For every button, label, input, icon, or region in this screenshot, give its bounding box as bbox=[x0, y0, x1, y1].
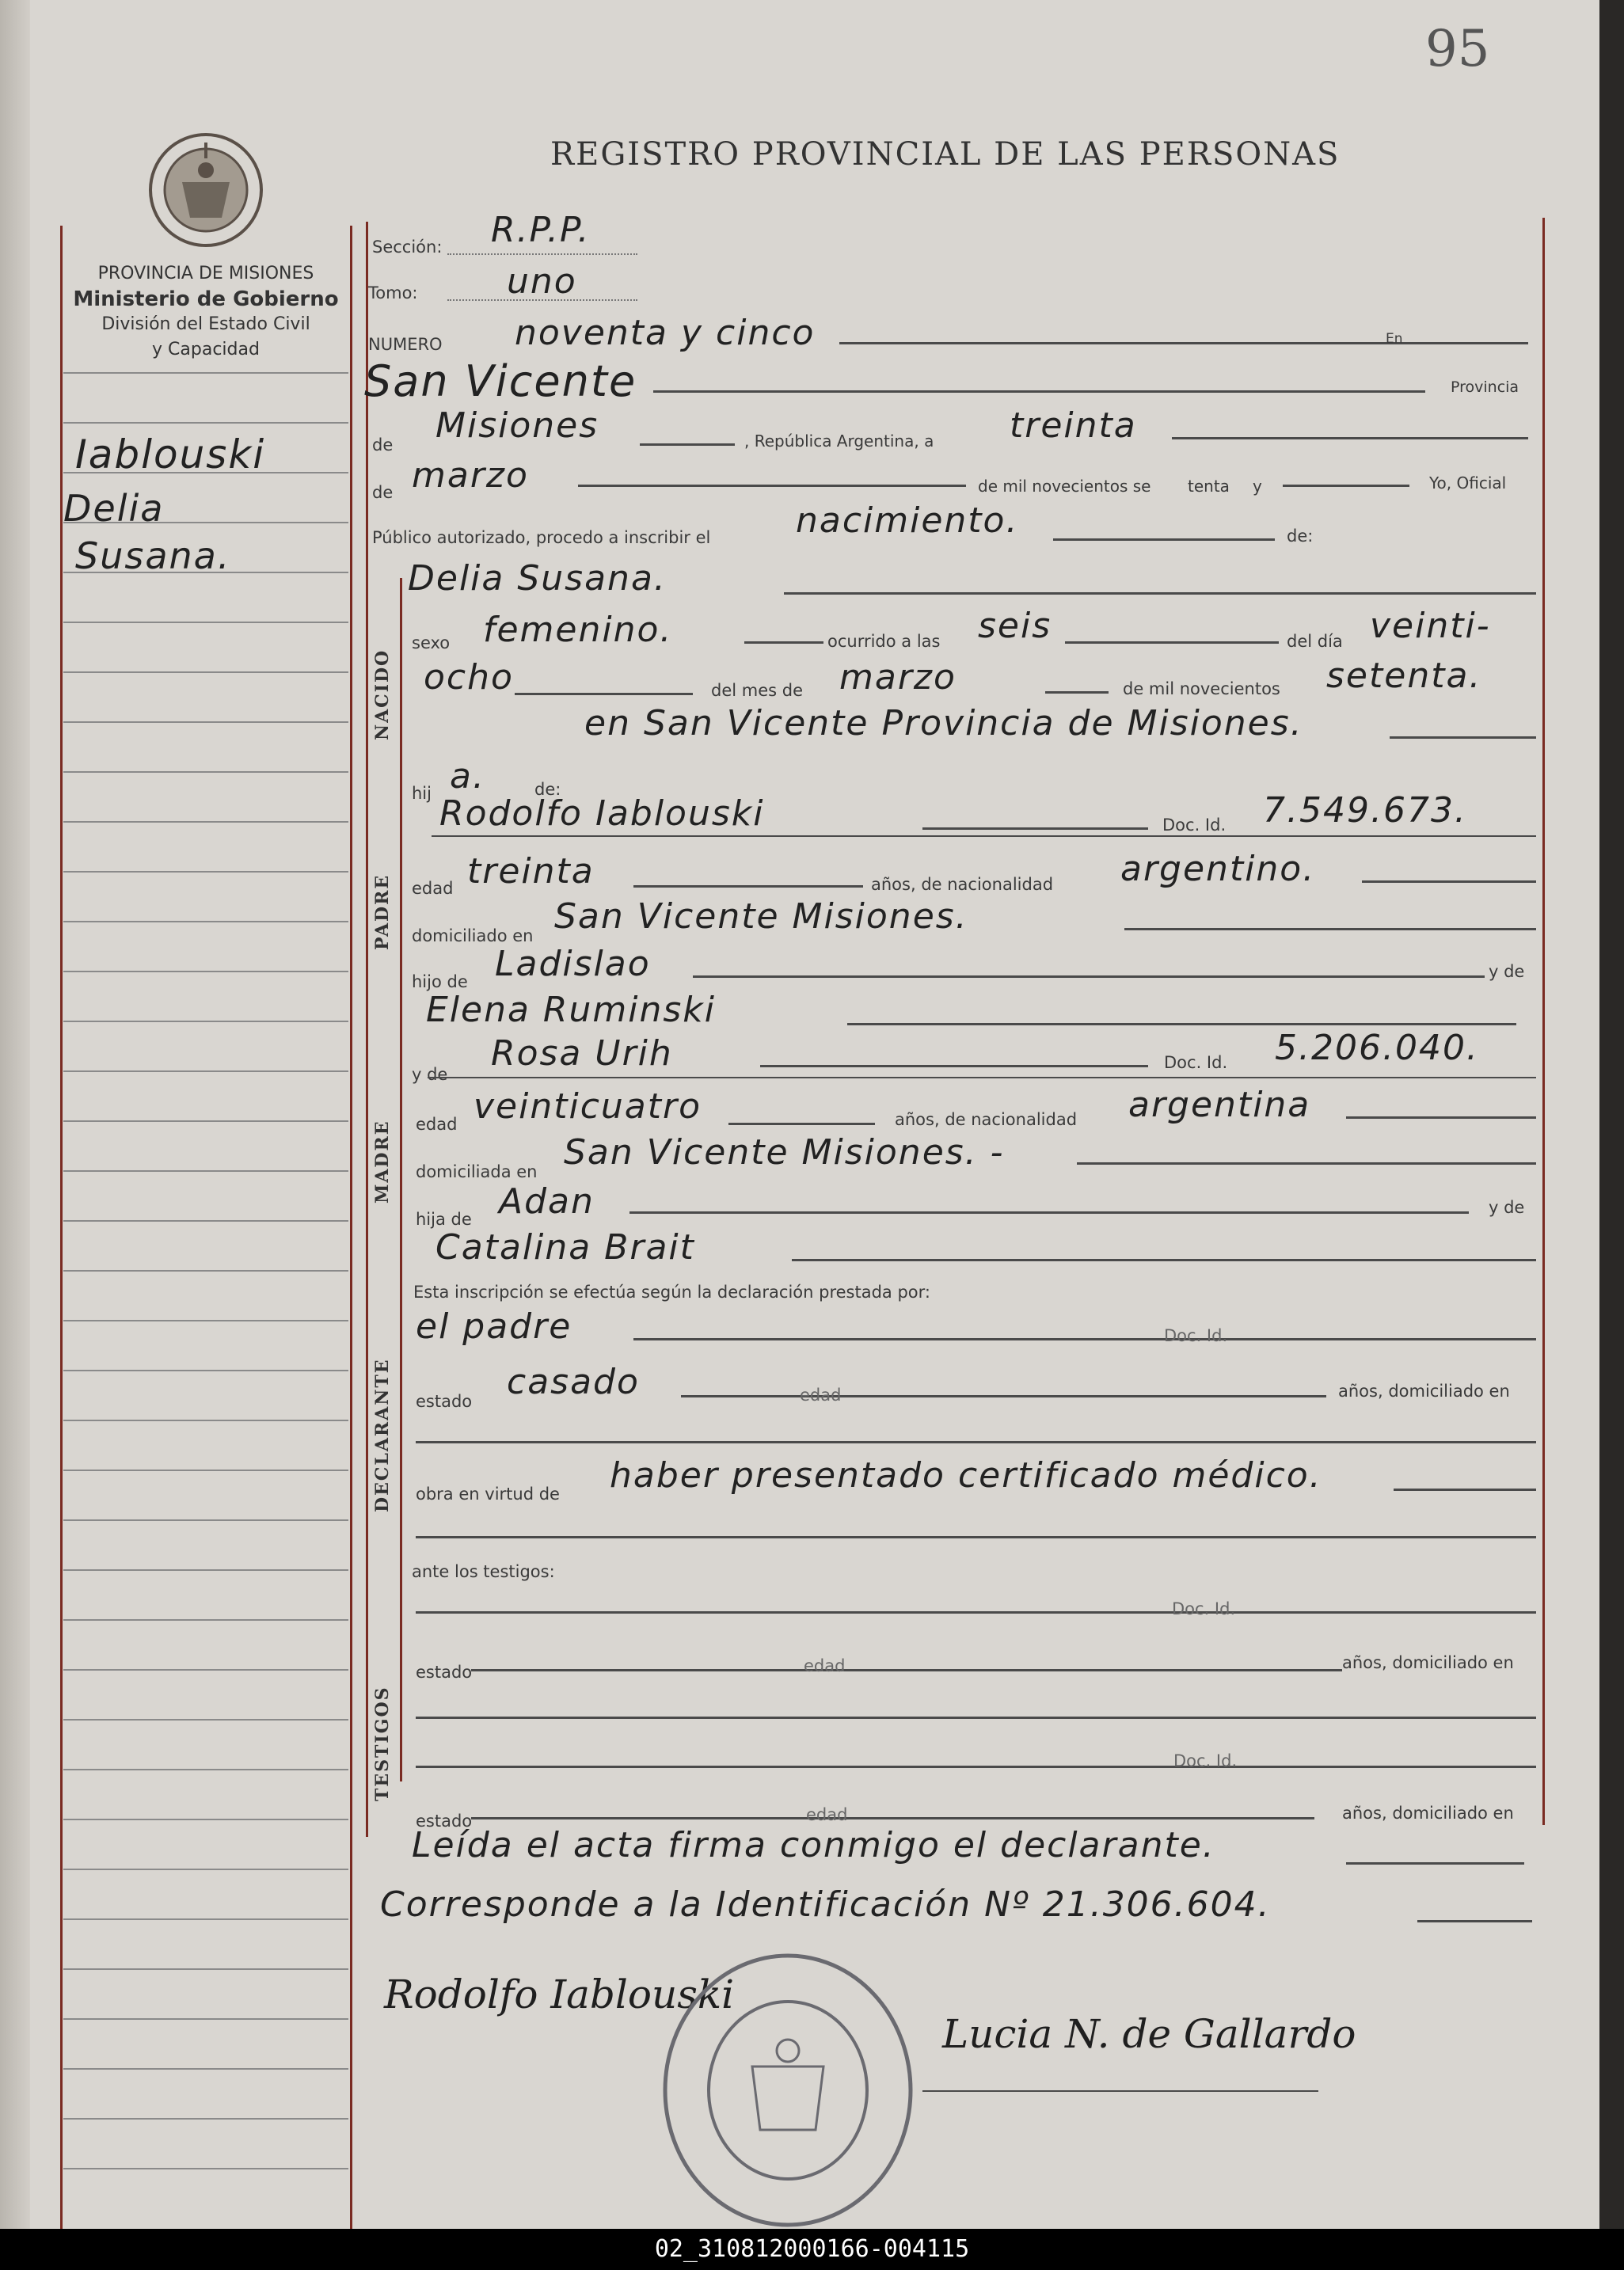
margin-ruled-line bbox=[63, 622, 348, 623]
margin-line-right bbox=[350, 226, 352, 2229]
label-tomo: Tomo: bbox=[368, 283, 418, 302]
field-madre-edad: veinticuatro bbox=[474, 1086, 702, 1127]
section-nacido: NACIDO bbox=[372, 648, 393, 740]
margin-second-name: Susana. bbox=[75, 534, 231, 577]
signature-declarant: Rodolfo Iablouski bbox=[384, 1972, 735, 2017]
field-dia: veinti- bbox=[1370, 606, 1491, 646]
label-edad-madre: edad bbox=[416, 1115, 458, 1134]
margin-ruled-line bbox=[63, 422, 348, 424]
label-anios-nac-padre: años, de nacionalidad bbox=[871, 875, 1054, 894]
field-madre-nac: argentina bbox=[1128, 1085, 1311, 1125]
field-lugar: San Vicente bbox=[364, 356, 637, 406]
field-anio: setenta. bbox=[1326, 656, 1482, 696]
label-estado-t1: estado bbox=[416, 1663, 473, 1682]
margin-ruled-line bbox=[63, 2068, 348, 2070]
margin-ruled-line bbox=[63, 372, 348, 374]
margin-ruled-line bbox=[63, 1519, 348, 1521]
closing-line-2: Corresponde a la Identificación Nº 21.306.604. bbox=[380, 1884, 1271, 1925]
field-tomo: uno bbox=[507, 261, 577, 302]
margin-ruled-line bbox=[63, 1669, 348, 1671]
margin-ruled-line bbox=[63, 2168, 348, 2169]
margin-ruled-line bbox=[63, 1170, 348, 1172]
label-domiciliado: domiciliado en bbox=[412, 926, 534, 945]
label-obra: obra en virtud de bbox=[416, 1485, 560, 1504]
label-y-de: y de bbox=[1489, 962, 1525, 981]
label-anios-nac-madre: años, de nacionalidad bbox=[895, 1110, 1078, 1129]
label-anios-dom-declarante: años, domiciliado en bbox=[1338, 1382, 1510, 1401]
label-edad-t1: edad bbox=[804, 1656, 846, 1675]
field-mes-acta: marzo bbox=[412, 455, 529, 496]
margin-ruled-line bbox=[63, 1370, 348, 1371]
margin-ruled-line bbox=[63, 1918, 348, 1920]
label-doc-id-madre: Doc. Id. bbox=[1164, 1053, 1228, 1072]
label-hij: hij bbox=[412, 784, 432, 803]
margin-ruled-line bbox=[63, 1220, 348, 1222]
section-testigos: TESTIGOS bbox=[372, 1686, 393, 1801]
field-declarante: el padre bbox=[416, 1306, 572, 1347]
field-madre-doc: 5.206.040. bbox=[1275, 1028, 1479, 1068]
margin-surname: Iablouski bbox=[75, 432, 266, 477]
field-padre: Rodolfo Iablouski bbox=[439, 793, 765, 834]
official-stamp bbox=[657, 1948, 918, 2229]
field-madre-dom: San Vicente Misiones. - bbox=[564, 1132, 1005, 1173]
section-madre: MADRE bbox=[372, 1120, 393, 1203]
margin-ruled-line bbox=[63, 1819, 348, 1820]
authority-line4: y Capacidad bbox=[152, 340, 260, 359]
label-doc-id-t2: Doc. Id. bbox=[1173, 1751, 1238, 1770]
margin-ruled-line bbox=[63, 2118, 348, 2120]
binding-edge bbox=[0, 0, 30, 2229]
section-declarante: DECLARANTE bbox=[372, 1358, 393, 1512]
label-inscripcion: Esta inscripción se efectúa según la declaración prestada por: bbox=[413, 1283, 930, 1302]
label-estado-declarante: estado bbox=[416, 1392, 473, 1411]
image-id-footer: 02_310812000166-004115 bbox=[0, 2229, 1624, 2270]
label-edad-padre: edad bbox=[412, 879, 454, 898]
field-hij-suffix: a. bbox=[450, 756, 485, 797]
label-y-de-2: y de bbox=[1489, 1198, 1525, 1217]
margin-ruled-line bbox=[63, 1420, 348, 1421]
closing-line-1: Leída el acta firma conmigo el declarante. bbox=[412, 1825, 1215, 1865]
field-hora: seis bbox=[978, 606, 1052, 646]
label-estado-t2: estado bbox=[416, 1812, 473, 1831]
field-padre-doc: 7.549.673. bbox=[1263, 790, 1467, 831]
label-de-mil: de mil novecientos se bbox=[978, 477, 1151, 496]
label-del-dia: del día bbox=[1287, 632, 1343, 651]
authority-line1: PROVINCIA DE MISIONES bbox=[97, 264, 314, 283]
field-padre-madre: Elena Ruminski bbox=[426, 990, 716, 1030]
label-de-mil-2: de mil novecientos bbox=[1123, 679, 1280, 698]
label-anios-dom-t2: años, domiciliado en bbox=[1342, 1804, 1514, 1823]
field-lugar-nac: en San Vicente Provincia de Misiones. bbox=[584, 703, 1303, 743]
margin-ruled-line bbox=[63, 1968, 348, 1970]
field-madre-hija-de: Adan bbox=[499, 1181, 595, 1222]
margin-ruled-line bbox=[63, 1569, 348, 1571]
margin-ruled-line bbox=[63, 871, 348, 873]
label-edad-t2: edad bbox=[806, 1805, 848, 1824]
field-padre-nac: argentino. bbox=[1120, 849, 1316, 889]
label-de-colon: de: bbox=[1287, 527, 1314, 546]
margin-ruled-line bbox=[63, 771, 348, 773]
field-padre-edad: treinta bbox=[467, 851, 595, 892]
margin-line-left bbox=[60, 226, 63, 2229]
margin-ruled-line bbox=[63, 1120, 348, 1122]
label-de-2-colon: de: bbox=[534, 780, 561, 799]
label-de: de bbox=[372, 435, 394, 454]
margin-ruled-line bbox=[63, 1769, 348, 1770]
field-dia-2: ocho bbox=[424, 657, 514, 698]
margin-ruled-line bbox=[63, 721, 348, 723]
signature-officer: Lucia N. de Gallardo bbox=[942, 2011, 1356, 2057]
label-doc-id-declarante: Doc. Id. bbox=[1164, 1326, 1228, 1345]
content-border-right bbox=[1542, 218, 1545, 1825]
field-anio-suffix: tenta bbox=[1188, 477, 1230, 496]
section-padre: PADRE bbox=[372, 873, 393, 950]
label-en: En bbox=[1386, 331, 1403, 347]
coat-of-arms-seal bbox=[143, 127, 269, 253]
field-declarante-estado: casado bbox=[507, 1362, 640, 1402]
label-anios-dom-t1: años, domiciliado en bbox=[1342, 1653, 1514, 1672]
label-edad-declarante: edad bbox=[800, 1386, 842, 1405]
field-padre-dom: San Vicente Misiones. bbox=[554, 896, 968, 937]
margin-ruled-line bbox=[63, 2018, 348, 2020]
label-hija-de: hija de bbox=[416, 1210, 472, 1229]
field-dia-acta: treinta bbox=[1010, 405, 1137, 446]
label-republica: , República Argentina, a bbox=[744, 432, 934, 451]
field-provincia: Misiones bbox=[435, 405, 599, 446]
page-number: 95 bbox=[1425, 20, 1490, 78]
field-obra: haber presentado certificado médico. bbox=[610, 1455, 1322, 1496]
issuing-authority bbox=[55, 261, 356, 363]
margin-ruled-line bbox=[63, 1070, 348, 1072]
field-madre: Rosa Urih bbox=[491, 1033, 673, 1074]
field-sexo: femenino. bbox=[483, 610, 673, 650]
field-mes: marzo bbox=[839, 657, 957, 698]
label-y: y bbox=[1253, 477, 1262, 496]
field-padre-hijo-de: Ladislao bbox=[495, 944, 651, 984]
label-doc-id-t1: Doc. Id. bbox=[1172, 1599, 1236, 1618]
label-ocurrido: ocurrido a las bbox=[827, 632, 941, 651]
label-publico: Público autorizado, procedo a inscribir el bbox=[372, 528, 711, 547]
content-border-left bbox=[366, 222, 368, 1837]
label-numero: NUMERO bbox=[368, 335, 443, 354]
label-del-mes: del mes de bbox=[711, 681, 804, 700]
field-seccion: R.P.P. bbox=[491, 210, 591, 250]
margin-ruled-line bbox=[63, 821, 348, 823]
label-doc-id-padre: Doc. Id. bbox=[1162, 816, 1227, 835]
field-acto: nacimiento. bbox=[796, 500, 1019, 541]
label-yo-oficial: Yo, Oficial bbox=[1429, 473, 1507, 492]
margin-first-name: Delia bbox=[63, 487, 165, 530]
label-domiciliada: domiciliada en bbox=[416, 1162, 538, 1181]
margin-ruled-line bbox=[63, 1869, 348, 1870]
field-nombre: Delia Susana. bbox=[408, 558, 667, 599]
margin-ruled-line bbox=[63, 671, 348, 673]
authority-line3: División del Estado Civil bbox=[101, 314, 310, 334]
margin-ruled-line bbox=[63, 1470, 348, 1471]
margin-ruled-line bbox=[63, 921, 348, 922]
margin-ruled-line bbox=[63, 1320, 348, 1321]
field-numero: noventa y cinco bbox=[515, 313, 816, 353]
margin-ruled-line bbox=[63, 1021, 348, 1022]
label-de-2: de bbox=[372, 483, 394, 502]
field-madre-madre: Catalina Brait bbox=[435, 1227, 695, 1268]
section-border bbox=[400, 578, 402, 1781]
label-ante: ante los testigos: bbox=[412, 1562, 555, 1581]
margin-ruled-line bbox=[63, 1719, 348, 1721]
margin-ruled-line bbox=[63, 1619, 348, 1621]
label-y-de-madre: y de bbox=[412, 1065, 448, 1084]
label-seccion: Sección: bbox=[372, 238, 443, 257]
label-hijo-de: hijo de bbox=[412, 972, 468, 991]
label-provincia: Provincia bbox=[1451, 378, 1519, 396]
authority-line2: Ministerio de Gobierno bbox=[73, 287, 339, 311]
margin-ruled-line bbox=[63, 1270, 348, 1272]
label-sexo: sexo bbox=[412, 633, 451, 652]
document-title: REGISTRO PROVINCIAL DE LAS PERSONAS bbox=[550, 136, 1341, 173]
margin-ruled-line bbox=[63, 971, 348, 972]
